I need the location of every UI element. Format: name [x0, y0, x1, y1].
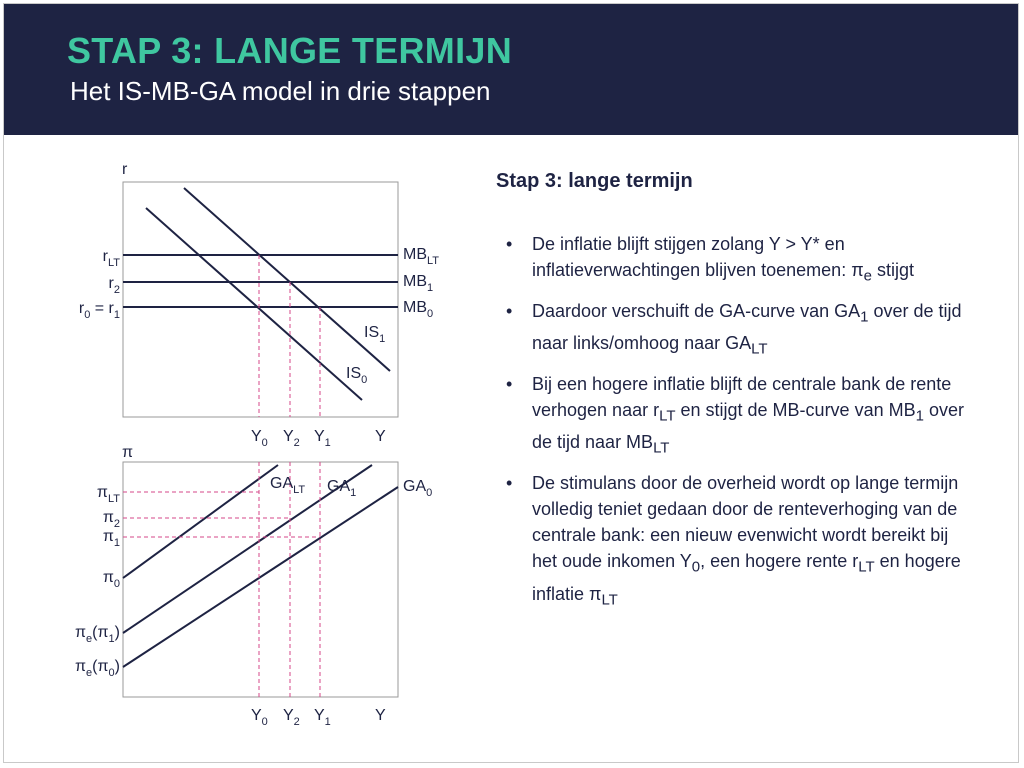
is-0-label: $IS_0$ [346, 365, 368, 386]
explanation-panel [496, 170, 966, 621]
ga-lt-curve [123, 465, 278, 578]
panel-heading: Stap 3: lange termijn [496, 170, 693, 192]
y0-label-bottom: $Y_0$ [251, 707, 268, 728]
is-0-curve [146, 208, 362, 400]
subscript: 1 [860, 308, 869, 326]
pi-e-pi-0-label: $\pi_e(\pi_0)$ [75, 658, 120, 679]
bullet-list [496, 231, 966, 613]
r-2-label: $r_2$ [108, 275, 120, 296]
subscript: LT [858, 558, 875, 576]
y2-label-bottom: $Y_2$ [283, 707, 300, 728]
pi-0-label: $\pi_0$ [102, 569, 120, 590]
y1-label-bottom: $Y_1$ [314, 707, 331, 728]
top-axis-label: r [122, 161, 128, 178]
y1-label-top: $Y_1$ [314, 428, 331, 449]
ga-lt-label: $GA_{LT}$ [270, 475, 306, 496]
y2-label-top: $Y_2$ [283, 428, 300, 449]
ga-1-label: $GA_1$ [327, 478, 357, 499]
pi-1-label: $\pi_1$ [102, 528, 120, 549]
slide-title: STAP 3: LANGE TERMIJN [67, 30, 513, 71]
bullet-item: • Daardoor verschuift de GA-curve van $GA_1$ over de tijd naar links/omhoog naar $GA_{LT}$ [496, 298, 966, 363]
ga-0-label: $GA_0$ [403, 478, 433, 499]
mb-1-label: $MB_1$ [403, 273, 434, 294]
y-label-bottom: Y [375, 707, 386, 724]
bullet-item: • De inflatie blijft stijgen zolang Y > Y* en inflatieverwachtingen blijven toenemen: $\pi_e$ stijgt [496, 231, 966, 290]
subscript: LT [653, 439, 670, 457]
bullet-item: • De stimulans door de overheid wordt op lange termijn volledig teniet gedaan door de renteverhoging van de centrale bank: een nieuw evenwicht wordt bereikt bij het oude inkomen $Y_0$, een hogere rente $r_{LT}$ en hogere inflatie $\pi_{LT}$ [496, 470, 966, 613]
pi-2-label: $\pi_2$ [102, 509, 120, 530]
y-label-top: Y [375, 428, 386, 445]
is-1-curve [184, 188, 390, 371]
ga-0-curve [123, 487, 398, 667]
y0-label-top: $Y_0$ [251, 428, 268, 449]
bullet-item: • Bij een hogere inflatie blijft de centrale bank de rente verhogen naar $r_{LT}$ en stijgt de MB-curve van $MB_1$ over de tijd naar $MB_{LT}$ [496, 371, 966, 462]
subscript: LT [601, 591, 618, 609]
mb-0-label: $MB_0$ [403, 299, 434, 320]
subscript: LT [659, 407, 676, 425]
subscript: LT [751, 340, 768, 358]
subscript: 1 [915, 407, 924, 425]
mb-lt-label: $MB_{LT}$ [403, 246, 440, 267]
r-lt-label: $r_{LT}$ [102, 248, 120, 269]
bottom-axis-label: π [122, 444, 134, 461]
r-0-r-1-label: $r_0 = r_1$ [78, 300, 120, 321]
pi-lt-label: $\pi_{LT}$ [96, 484, 120, 505]
subscript: e [863, 267, 872, 285]
is-1-label: $IS_1$ [364, 324, 386, 345]
subscript: 0 [691, 558, 701, 576]
bottom-plot-frame [123, 462, 398, 697]
slide-subtitle: Het IS-MB-GA model in drie stappen [70, 76, 491, 106]
pi-e-pi-1-label: $\pi_e(\pi_1)$ [75, 624, 120, 645]
